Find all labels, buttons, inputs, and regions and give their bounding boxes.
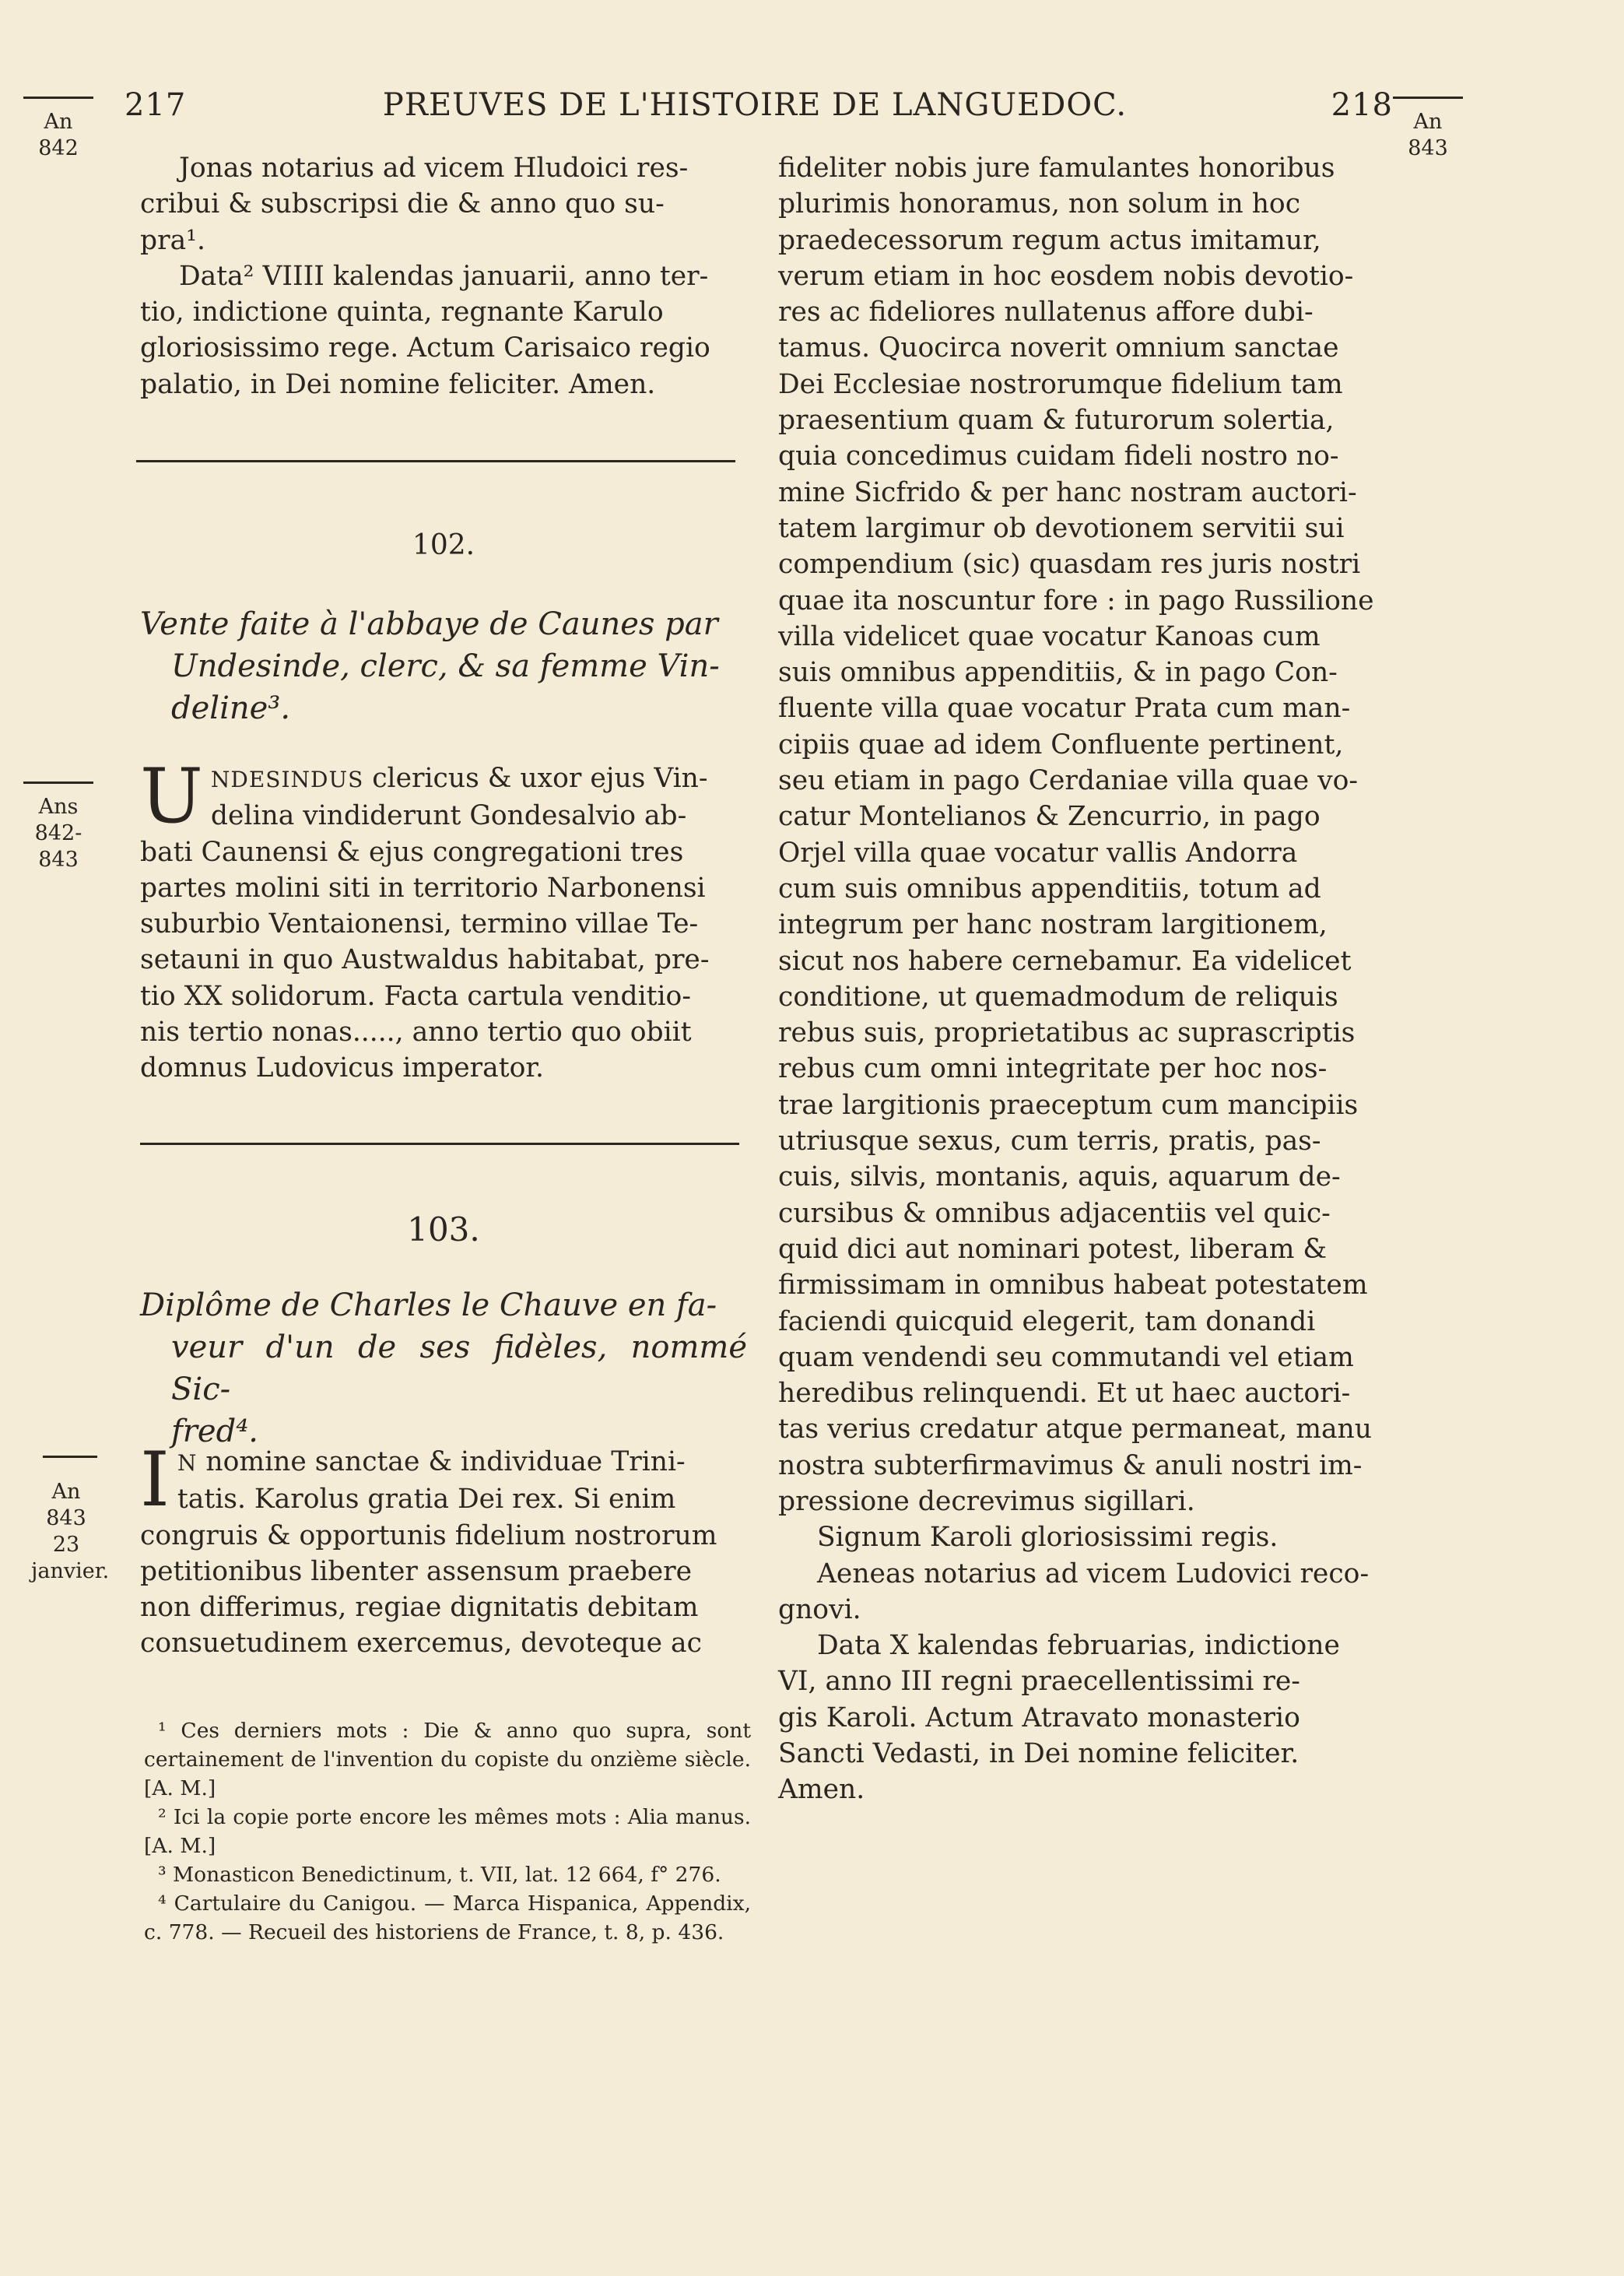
line: trae largitionis praeceptum cum mancipiis (778, 1089, 1359, 1121)
line: tas verius credatur atque permaneat, manu (778, 1414, 1372, 1445)
line: pressione decrevimus sigillari. (778, 1485, 1195, 1517)
line: VI, anno III regni praecellentissimi re- (778, 1666, 1300, 1698)
document-body (140, 1436, 747, 1662)
margin-note-left-low (31, 1479, 110, 1585)
line: congruis & opportunis fidelium nostrorum (140, 1519, 717, 1551)
line: cribui & subscripsi die & anno quo su- (140, 188, 665, 220)
line: tio XX solidorum. Facta cartula venditio- (140, 980, 691, 1012)
document-body (140, 753, 747, 1087)
line: praesentium quam & futurorum solertia, (778, 405, 1335, 437)
first-word: N (177, 1450, 198, 1476)
line: partes molini siti in territorio Narbonensi (140, 872, 706, 904)
line: gloriosissimo rege. Actum Carisaico regio (140, 332, 710, 364)
line: faciendi quicquid elegerit, tam donandi (778, 1305, 1316, 1337)
drop-cap: I (140, 1436, 170, 1523)
footnote: ³ Monasticon Benedictinum, t. VII, lat. 12 664, f° 276. (158, 1863, 721, 1887)
line: conditione, ut quemadmodum de reliquis (778, 981, 1338, 1013)
line: villa videlicet quae vocatur Kanoas cum (778, 620, 1321, 652)
line: Dei Ecclesiae nostrorumque fidelium tam (778, 368, 1343, 400)
line: nostra subterfirmavimus & anuli nostri im- (778, 1449, 1363, 1481)
line: petitionibus libenter assensum praebere (140, 1555, 693, 1587)
line: nis tertio nonas....., anno tertio quo obiit (140, 1017, 692, 1048)
line: mine Sicfrido & per hanc nostram auctori- (778, 476, 1357, 508)
document-title (140, 603, 747, 729)
margin-note-left-top (23, 109, 93, 162)
margin-year: 842-843 (34, 821, 82, 872)
line: quia concedimus cuidam fideli nostro no- (778, 441, 1339, 472)
aeneas-paragraph (778, 1556, 1385, 1628)
line: praedecessorum regum actus imitamur, (778, 224, 1321, 256)
line: nomine sanctae & individuae Trini- (205, 1446, 686, 1477)
page-number-right: 218 (1331, 87, 1393, 123)
line: compendium (sic) quasdam res juris nostri (778, 549, 1361, 581)
document-number: 103. (407, 1210, 480, 1249)
line: Data X kalendas februarias, indictione (817, 1630, 1340, 1662)
line: heredibus relinquendi. Et ut haec auctori- (778, 1378, 1351, 1410)
running-header (117, 87, 1393, 134)
margin-year: 842 (38, 136, 79, 160)
data-paragraph (778, 1628, 1385, 1807)
line: catur Montelianos & Zencurrio, in pago (778, 801, 1321, 833)
line: sicut nos habere cernebamur. Ea videlicet (778, 945, 1352, 977)
line: verum etiam in hoc eosdem nobis devotio- (778, 260, 1354, 292)
line: plurimis honoramus, non solum in hoc (778, 188, 1301, 220)
line: quae ita noscuntur fore : in pago Russilione (778, 585, 1374, 616)
line: Sancti Vedasti, in Dei nomine feliciter. (778, 1738, 1300, 1770)
line: Data² VIIII kalendas januarii, anno ter- (179, 260, 709, 292)
line: seu etiam in pago Cerdaniae villa quae vo- (778, 765, 1359, 797)
line: suburbio Ventaionensi, termino villae Te- (140, 908, 699, 940)
title-line: Vente faite à l'abbaye de Caunes par (140, 606, 718, 642)
line: bati Caunensi & ejus congregationi tres (140, 836, 684, 868)
title-line: fred⁴. (171, 1414, 258, 1449)
section-divider (140, 1143, 739, 1145)
line: cum suis omnibus appenditiis, totum ad (778, 873, 1321, 904)
line: rebus cum omni integritate per hoc nos- (778, 1053, 1328, 1085)
line: Jonas notarius ad vicem Hludoici res- (179, 153, 689, 184)
right-body (778, 150, 1385, 1519)
line: quam vendendi seu commutandi vel etiam (778, 1341, 1354, 1373)
margin-note-left-mid (16, 794, 101, 873)
document-title (140, 1284, 747, 1452)
line: setauni in quo Austwaldus habitabat, pre- (140, 944, 710, 976)
line: delina vindiderunt Gondesalvio ab- (210, 800, 687, 832)
line: Aeneas notarius ad vicem Ludovici reco- (817, 1558, 1370, 1589)
line: cipiis quae ad idem Confluente pertinent, (778, 729, 1344, 760)
drop-cap: U (140, 753, 203, 840)
margin-year: 843 (1408, 136, 1448, 160)
line: tatem largimur ob devotionem servitii sui (778, 512, 1345, 544)
margin-rule (23, 97, 93, 99)
line: non differimus, regiae dignitatis debitam (140, 1592, 699, 1624)
line: gnovi. (778, 1593, 861, 1625)
title-line: deline³. (171, 690, 291, 726)
margin-label: An (1413, 110, 1443, 134)
intro-paragraph (140, 150, 747, 258)
footnote: ⁴ Cartulaire du Canigou. — Marca Hispanica, Appendix, c. 778. — Recueil des historiens de France, t. 8, p. 436. (144, 1891, 751, 1944)
line: pra¹. (140, 224, 205, 256)
line: utriusque sexus, cum terris, pratis, pas- (778, 1126, 1321, 1157)
line: fideliter nobis jure famulantes honoribus (778, 153, 1335, 184)
line: tatis. Karolus gratia Dei rex. Si enim (177, 1484, 676, 1516)
margin-label: An (44, 110, 73, 134)
margin-month: janvier. (31, 1559, 110, 1583)
signum-line: Signum Karoli gloriosissimi regis. (817, 1522, 1279, 1554)
right-column (778, 150, 1385, 1808)
line: Orjel villa quae vocatur vallis Andorra (778, 837, 1298, 869)
margin-day: 23 (52, 1533, 80, 1557)
document-number: 102. (412, 529, 475, 561)
margin-year: 843 (46, 1506, 86, 1530)
footnotes (144, 1716, 751, 1947)
line: consuetudinem exercemus, devoteque ac (140, 1628, 702, 1660)
line: palatio, in Dei nomine feliciter. Amen. (140, 368, 656, 400)
margin-label: An (51, 1480, 81, 1504)
line: cursibus & omnibus adjacentiis vel quic- (778, 1197, 1331, 1229)
footnote: ¹ Ces derniers mots : Die & anno quo supra, sont certainement de l'invention du copiste du onzième siècle. [A. M.] (144, 1719, 751, 1800)
running-title: PREUVES DE L'HISTOIRE DE LANGUEDOC. (382, 87, 1128, 123)
margin-label: Ans (38, 795, 79, 819)
section-divider (136, 460, 735, 462)
line: integrum per hanc nostram largitionem, (778, 909, 1328, 941)
title-line: Undesinde, clerc, & sa femme Vin- (171, 648, 720, 684)
line: clericus & uxor ejus Vin- (372, 763, 708, 794)
line: fluente villa quae vocatur Prata cum man- (778, 693, 1351, 725)
margin-rule (43, 1456, 97, 1458)
title-line: Diplôme de Charles le Chauve en fa- (140, 1287, 717, 1323)
page-number-left: 217 (125, 87, 187, 123)
line: quid dici aut nominari potest, liberam & (778, 1233, 1328, 1265)
left-column (140, 150, 747, 402)
line: suis omnibus appenditiis, & in pago Con- (778, 657, 1338, 689)
line: res ac fideliores nullatenus affore dubi- (778, 297, 1314, 328)
line: cuis, silvis, montanis, aquis, aquarum de- (778, 1161, 1341, 1193)
margin-note-right-top (1393, 109, 1463, 162)
line: tamus. Quocirca noverit omnium sanctae (778, 332, 1339, 364)
margin-rule (1393, 97, 1463, 99)
title-line: veur d'un de ses fidèles, nommé Sic- (171, 1329, 747, 1407)
line: rebus suis, proprietatibus ac suprascriptis (778, 1017, 1356, 1049)
margin-rule (23, 781, 93, 784)
line: gis Karoli. Actum Atravato monasterio (778, 1702, 1300, 1733)
data-paragraph (140, 258, 747, 402)
footnote: ² Ici la copie porte encore les mêmes mots : Alia manus. [A. M.] (144, 1805, 751, 1858)
line: domnus Ludovicus imperator. (140, 1052, 545, 1084)
line: Amen. (778, 1774, 865, 1806)
line: tio, indictione quinta, regnante Karulo (140, 297, 664, 328)
first-word: NDESINDUS (210, 767, 364, 792)
line: firmissimam in omnibus habeat potestatem (778, 1270, 1368, 1301)
